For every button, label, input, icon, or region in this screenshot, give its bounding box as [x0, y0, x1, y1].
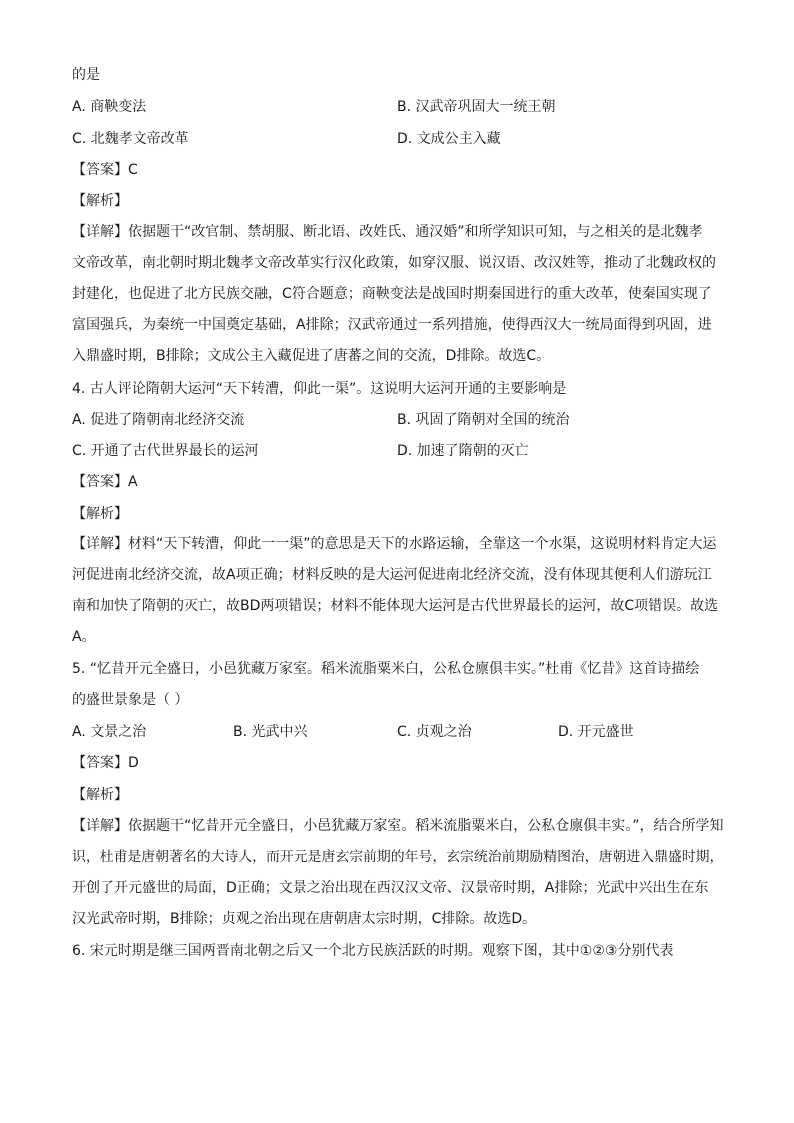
q3-stem-tail: 的是	[72, 67, 100, 83]
q5-stem-line: 的盛世景象是（ ）	[72, 692, 189, 708]
q3-detail-line: 【详解】依据题干“改官制、禁胡服、断北语、改姓氏、通汉婚”和所学知识可知，与之相关的是北魏孝	[72, 224, 703, 240]
q5-option-d: D. 开元盛世	[558, 724, 634, 740]
q3-option-a: A. 商鞅变法	[72, 99, 147, 115]
q5-answer: 【答案】D	[72, 755, 139, 771]
q4-option-a: A. 促进了隋朝南北经济交流	[72, 412, 245, 428]
q5-option-b: B. 光武中兴	[233, 724, 308, 740]
q5-stem	[72, 654, 724, 716]
q4-option-b: B. 巩固了隋朝对全国的统治	[397, 412, 570, 428]
q3-detail-line: 入鼎盛时期，B排除；文成公主入藏促进了唐蕃之间的交流，D排除。故选C。	[72, 348, 551, 364]
q5-detail-line: 识，杜甫是唐朝著名的大诗人，而开元是唐玄宗前期的年号，玄宗统治前期励精图治，唐朝进入鼎盛时期，	[72, 849, 724, 865]
q5-option-c: C. 贞观之治	[397, 724, 472, 740]
q4-answer: 【答案】A	[72, 474, 138, 490]
q6-stem: 6. 宋元时期是继三国两晋南北朝之后又一个北方民族活跃的时期。观察下图，其中①②③分别代表	[72, 943, 674, 959]
q5-detail-line: 【详解】依据题干“忆昔开元全盛日，小邑犹藏万家室。稻米流脂粟米白，公私仓廪俱丰实。”，结合所学知	[72, 818, 724, 834]
q4-detail-line: 河促进南北经济交流，故A项正确；材料反映的是大运河促进南北经济交流，没有体现其便利人们游玩江	[72, 567, 712, 583]
q3-option-b: B. 汉武帝巩固大一统王朝	[397, 99, 556, 115]
q3-detail-line: 富国强兵，为秦统一中国奠定基础，A排除；汉武帝通过一系列措施，使得西汉大一统局面得到巩固，进	[72, 317, 712, 333]
q5-option-a: A. 文景之治	[72, 724, 147, 740]
q3-detail-line: 文帝改革，南北朝时期北魏孝文帝改革实行汉化政策，如穿汉服、说汉语、改汉姓等，推动了北魏政权的	[72, 255, 716, 271]
q5-stem-line: 5. “忆昔开元全盛日，小邑犹藏万家室。稻米流脂粟米白，公私仓廪俱丰实。”杜甫《忆昔》这首诗描绘	[72, 661, 700, 677]
q5-detail	[72, 811, 724, 935]
q5-analysis-label: 【解析】	[72, 787, 128, 803]
q4-option-c: C. 开通了古代世界最长的运河	[72, 443, 259, 459]
q3-option-c: C. 北魏孝文帝改革	[72, 131, 189, 147]
q5-detail-line: 汉光武帝时期，B排除；贞观之治出现在唐朝唐太宗时期，C排除。故选D。	[72, 911, 537, 927]
q4-stem: 4. 古人评论隋朝大运河“天下转漕，仰此一渠”。这说明大运河开通的主要影响是	[72, 381, 567, 397]
q3-detail	[72, 217, 724, 372]
q4-analysis-label: 【解析】	[72, 506, 128, 522]
q4-detail-line: A。	[72, 629, 96, 645]
q3-analysis-label: 【解析】	[72, 193, 128, 209]
q3-option-d: D. 文成公主入藏	[397, 131, 501, 147]
q3-detail-line: 封建化，也促进了北方民族交融，C符合题意；商鞅变法是战国时期秦国进行的重大改革，使秦国实现了	[72, 286, 712, 302]
q3-answer: 【答案】C	[72, 162, 138, 178]
q4-option-d: D. 加速了隋朝的灭亡	[397, 443, 529, 459]
q4-detail-line: 南和加快了隋朝的灭亡，故BD两项错误；材料不能体现大运河是古代世界最长的运河，故C项错误。故选	[72, 598, 719, 614]
q4-detail	[72, 529, 724, 653]
q4-detail-line: 【详解】材料“天下转漕，仰此一一渠”的意思是天下的水路运输，全靠这一个水渠，这说明材料肯定大运	[72, 536, 717, 552]
q5-detail-line: 开创了开元盛世的局面，D正确；文景之治出现在西汉汉文帝、汉景帝时期，A排除；光武中兴出生在东	[72, 880, 709, 896]
